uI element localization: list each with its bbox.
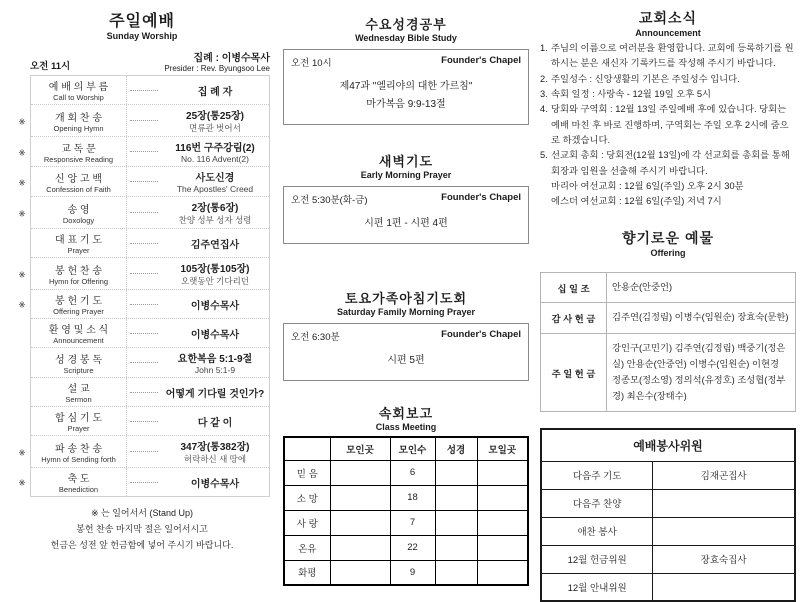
announcement-title-en: Announcement [635,28,701,38]
worship-item-value [161,324,269,343]
worship-value-main: 347장(통382장) [180,442,250,453]
worship-value-main: 김주연집사 [190,239,240,251]
worship-time: 오전 11시 [30,61,71,72]
worship-item-value [161,167,269,196]
worship-item-ko: 설 교 [67,384,90,395]
worship-row [18,105,269,137]
class-header-next: 모일곳 [477,437,528,460]
announcement-sub-esther: 에스더 여선교회 : 12월 6일(주일) 저녁 7시 [551,196,722,207]
worship-item-en: Announcement [53,336,104,345]
dotted-leader [130,243,158,244]
worship-item-en: Prayer [67,246,90,255]
program-box [283,323,529,381]
program-box-header [291,55,521,69]
class-place-cell [330,485,390,510]
program-time: 오전 5:30분(화-금) [291,195,368,206]
program-box [283,186,529,244]
service-committee-section [540,428,796,602]
class-name-cell: 화평 [284,560,330,585]
worship-row [31,348,269,378]
announcement-text: 주일성수 : 신앙생활의 기본은 주일성수 입니다. [551,73,740,84]
class-next-cell [477,485,528,510]
worship-row [18,290,269,319]
worship-value-main: 25장(통25장) [186,111,244,122]
class-bible-cell [435,510,477,535]
worship-item-label [31,137,127,166]
worship-item-label [31,290,127,318]
program-sections [283,14,529,381]
offering-names: 안용순(안중언) [607,272,796,303]
standup-mark: ※ [18,478,26,488]
program-box [283,49,529,125]
committee-role-label: 12월 안내위원 [541,573,653,601]
worship-item-ko: 합 심 기 도 [55,413,102,424]
class-header-place: 모인곳 [330,437,390,460]
worship-value-sub: No. 116 Advent(2) [181,154,249,164]
worship-item-value [161,105,269,136]
program-box-header [291,192,521,206]
class-meeting-section [283,403,529,586]
announcement-item [540,87,796,102]
committee-role-label: 애찬 봉사 [541,517,653,545]
dotted-leader [130,212,158,213]
worship-item-ko: 봉 헌 찬 송 [55,265,102,277]
presider-ko: 집례 : 이병수목사 [193,53,270,64]
announcement-number: 2. [540,73,548,84]
worship-item-label [31,436,127,467]
class-next-cell [477,535,528,560]
announcement-item [540,102,796,148]
worship-item-value [161,137,269,166]
class-place-cell [330,460,390,485]
program-title-en: Saturday Family Morning Prayer [336,307,476,317]
worship-value-sub: 면류관 벗어서 [189,123,241,133]
committee-row [541,461,795,489]
worship-item-label [31,378,127,406]
dotted-leader [130,421,158,422]
class-next-cell [477,560,528,585]
order-of-worship-table [18,75,270,497]
program-place: Founder's Chapel [441,55,521,66]
worship-value-main: 사도신경 [195,173,235,184]
committee-row [541,545,795,573]
announcements-column [540,8,796,602]
worship-value-sub: 찬양 성부 성자 성령 [178,215,252,225]
worship-value-main: 이병수목사 [190,329,240,341]
worship-item-label [31,229,127,257]
worship-item-ko: 환 영 및 소 식 [48,325,109,336]
program-title-en: Wednesday Bible Study [355,33,457,43]
dotted-leader [130,90,158,91]
worship-row [31,378,269,407]
worship-value-sub: 허락하신 새 땅에 [183,454,247,464]
offering-row [541,303,796,334]
dotted-leader [130,451,158,452]
program-content-lines: 시편 5편 [387,355,425,366]
worship-value-main: 116번 구주강림(2) [175,143,255,154]
committee-header-row [541,429,795,461]
standup-mark: ※ [18,117,26,127]
footnote-hymn: 봉헌 찬송 마지막 절은 일어서시고 [76,523,208,534]
announcement-sub-maria: 마리아 여선교회 : 12월 6일(주일) 오후 2시 30분 [551,180,744,191]
worship-row [18,167,269,197]
class-meeting-row [284,560,528,585]
worship-row [18,468,269,496]
committee-person: 장효숙집사 [653,545,795,573]
class-count-cell: 7 [390,510,435,535]
worship-value-main: 2장(통6장) [191,203,239,214]
worship-row [18,436,269,468]
worship-item-en: Opening Hymn [53,123,104,133]
worship-row [18,197,269,229]
worship-item-ko: 성 경 봉 독 [55,354,102,366]
worship-row [31,319,269,348]
worship-value-main: 이병수목사 [190,478,240,490]
class-bible-cell [435,535,477,560]
program-section [283,288,529,381]
sunday-worship-title-ko: 주일예배 [109,13,175,30]
worship-item-ko: 개 회 찬 송 [55,112,102,124]
offering-type-label: 주 일 헌 금 [541,334,607,412]
announcement-number: 4. [540,104,548,115]
program-title-ko: 수요성경공부 [365,17,447,32]
worship-item-label [31,348,127,377]
worship-footnotes [14,506,270,553]
worship-value-main: 요한복음 5:1-9절 [177,354,253,365]
worship-item-label [31,258,127,289]
sunday-worship-title-en: Sunday Worship [106,31,178,41]
committee-person: 김재곤집사 [653,461,795,489]
worship-item-ko: 축 도 [67,474,90,485]
class-header-count: 모인수 [390,437,435,460]
program-content-lines: 시편 1편 - 시편 4편 [364,218,448,229]
class-next-cell [477,510,528,535]
worship-item-value [161,197,269,228]
class-name-cell: 소 망 [284,485,330,510]
worship-item-en: Sermon [65,395,92,404]
announcement-item [540,72,796,87]
committee-person [653,517,795,545]
offering-names: 강인구(고민기) 김주연(김정림) 백중기(정은실) 안용순(안중언) 이병수(임원순) 이현경 정종모(정소영) 정의석(유정호) 조성협(정부경) 최은수(장태수) [607,334,796,412]
dotted-leader [130,304,158,305]
class-meeting-row [284,535,528,560]
class-bible-cell [435,560,477,585]
class-place-cell [330,560,390,585]
worship-value-main: 어떻게 기다릴 것인가? [165,388,265,400]
worship-item-ko: 대 표 기 도 [55,235,102,246]
committee-person [653,573,795,601]
presider-block [164,49,270,73]
worship-item-en: Doxology [62,215,95,225]
worship-item-ko: 파 송 찬 송 [55,443,102,455]
program-title-en: Early Morning Prayer [360,170,452,180]
worship-item-value [161,81,269,100]
announcement-title-ko: 교회소식 [638,10,698,26]
worship-item-ko: 예 배 의 부 름 [48,82,109,93]
program-title-ko: 새벽기도 [378,154,434,169]
worship-value-main: 다 같 이 [197,417,233,429]
dotted-leader [130,392,158,393]
class-meeting-row [284,460,528,485]
announcement-text: 주님의 이름으로 여러분을 환영합니다. 교회에 등록하기를 원하시는 분은 새신자 기록카드를 작성해 주시기 바랍니다. [551,43,794,69]
program-place: Founder's Chapel [441,329,521,340]
footnote-standup: ※ 는 일어서서 (Stand Up) [90,508,194,518]
class-place-cell [330,510,390,535]
standup-mark: ※ [18,148,26,158]
offering-title-en: Offering [650,247,686,258]
committee-person [653,489,795,517]
midweek-programs-column [283,14,529,586]
program-content-lines: 제47과 "엘리야의 대한 가르침" 마가복음 9:9-13절 [339,81,473,110]
worship-value-sub: The Apostles' Creed [176,184,254,194]
worship-value-main: 집 례 자 [197,86,233,98]
class-meeting-title-ko: 속회보고 [378,406,434,421]
offering-row [541,272,796,303]
worship-item-ko: 송 영 [67,204,90,216]
class-next-cell [477,460,528,485]
dotted-leader [130,482,158,483]
worship-value-sub: John 5:1-9 [194,365,236,375]
worship-item-value [161,295,269,314]
program-time: 오전 10시 [291,58,332,69]
class-meeting-row [284,485,528,510]
announcement-text: 속회 일정 : 사랑속 - 12월 19일 오후 5시 [551,88,711,99]
worship-item-value [161,412,269,431]
worship-item-en: Responsive Reading [43,154,114,164]
worship-value-main: 이병수목사 [190,300,240,312]
class-meeting-table [283,436,529,586]
dotted-leader [130,181,158,182]
offering-type-label: 십 일 조 [541,272,607,303]
announcement-text: 선교회 총회 : 당회전(12월 13일)에 각 선교회를 총회를 통해 회장과 임원을 선출해 주시기 바랍니다. [551,150,790,176]
worship-item-en: Prayer [67,424,90,433]
worship-item-value [161,383,269,402]
worship-row [18,137,269,167]
footnote-offering: 헌금은 성전 앞 헌금함에 넣어 주시기 바랍니다. [50,539,234,550]
committee-row [541,489,795,517]
class-meeting-header-row [284,437,528,460]
presider-en: Presider : Rev. Byungsoo Lee [164,64,270,73]
worship-item-value [161,436,269,467]
class-count-cell: 9 [390,560,435,585]
class-meeting-title-en: Class Meeting [375,422,437,432]
committee-row [541,573,795,601]
worship-item-en: Hymn of Sending forth [41,454,116,464]
dotted-leader [130,273,158,274]
announcement-number: 5. [540,150,548,161]
announcement-number: 3. [540,88,548,99]
class-meeting-row [284,510,528,535]
class-count-cell: 18 [390,485,435,510]
program-section [283,151,529,244]
worship-item-label [31,105,127,136]
worship-row [31,407,269,436]
program-place: Founder's Chapel [441,192,521,203]
worship-item-en: Confession of Faith [46,184,111,194]
announcement-number: 1. [540,43,548,53]
worship-item-ko: 봉 헌 기 도 [55,296,102,307]
worship-row [31,229,269,258]
worship-value-sub: 오랫동안 기다리던 [180,276,250,286]
announcement-item [540,41,796,72]
offering-type-label: 감 사 헌 금 [541,303,607,334]
dotted-leader [130,120,158,121]
worship-item-label [31,319,127,347]
worship-item-en: Call to Worship [53,93,104,102]
program-time: 오전 6:30분 [291,332,340,343]
class-header-blank [284,437,330,460]
standup-mark: ※ [18,209,26,219]
offering-title-ko: 향기로운 예물 [621,229,715,246]
program-section [283,14,529,125]
class-count-cell: 22 [390,535,435,560]
worship-item-value [161,234,269,253]
worship-item-value [161,473,269,492]
standup-mark: ※ [18,300,26,310]
standup-mark: ※ [18,178,26,188]
announcement-text: 당회와 구역회 : 12월 13일 주일예배 후에 있습니다. 당회는 예배 마친 후 바로 진행하며, 구역회는 주일 오후 2시에 줌으로 하겠습니다. [551,104,789,145]
offering-table [540,272,796,413]
dotted-leader [130,151,158,152]
program-box-header [291,329,521,343]
offering-section [540,228,796,413]
standup-mark: ※ [18,448,26,458]
committee-row [541,517,795,545]
class-name-cell: 사 랑 [284,510,330,535]
committee-role-label: 다음주 기도 [541,461,653,489]
worship-item-en: Scripture [63,365,94,375]
class-name-cell: 믿 음 [284,460,330,485]
worship-item-en: Offering Prayer [53,307,104,316]
class-count-cell: 6 [390,460,435,485]
dotted-leader [130,333,158,334]
program-title-ko: 토요가족아침기도회 [344,291,468,306]
class-name-cell: 온유 [284,535,330,560]
standup-mark: ※ [18,270,26,280]
sunday-worship-section [14,8,270,553]
announcement-item [540,148,796,179]
worship-item-label [31,197,127,228]
service-committee-table [540,428,796,602]
class-bible-cell [435,460,477,485]
worship-item-ko: 교 독 문 [61,143,96,155]
worship-item-value [161,348,269,377]
announcement-list [540,41,796,179]
offering-names: 김주연(김정림) 이병수(임원순) 장효숙(문한) [607,303,796,334]
dotted-leader [130,362,158,363]
worship-item-label [31,407,127,435]
worship-item-en: Hymn for Offering [48,276,109,286]
class-place-cell [330,535,390,560]
committee-role-label: 다음주 찬양 [541,489,653,517]
committee-title: 예배봉사위원 [541,429,795,461]
worship-item-en: Benediction [58,485,99,494]
worship-header [30,49,270,73]
worship-row [18,258,269,290]
worship-value-main: 105장(통105장) [180,264,250,275]
worship-item-ko: 신 앙 고 백 [55,173,102,185]
class-bible-cell [435,485,477,510]
committee-role-label: 12월 헌금위원 [541,545,653,573]
worship-item-label [31,468,127,496]
worship-item-label [31,76,127,104]
worship-row [31,76,269,105]
offering-row [541,334,796,412]
worship-item-label [31,167,127,196]
worship-item-value [161,258,269,289]
class-header-bible: 성경 [435,437,477,460]
